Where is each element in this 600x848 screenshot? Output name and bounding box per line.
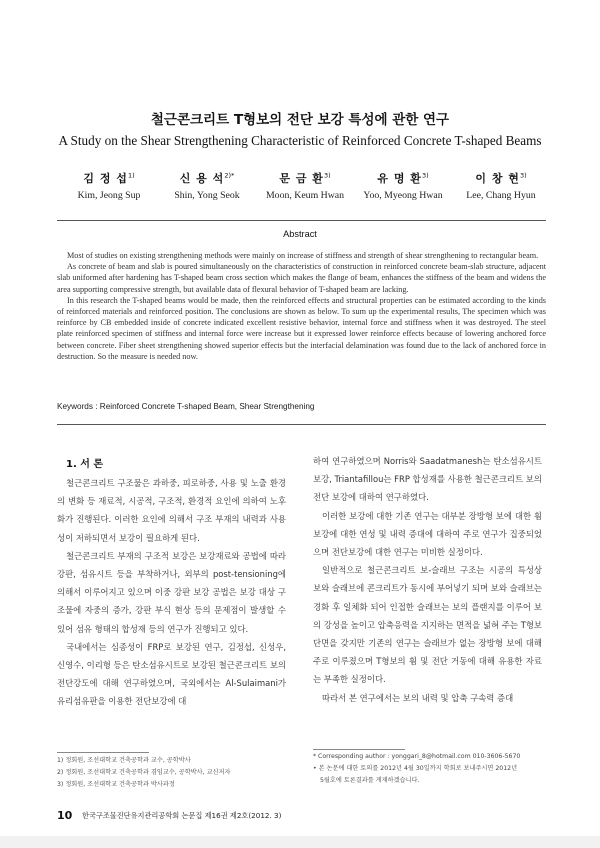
author-name-en: Moon, Keum Hwan — [265, 190, 345, 201]
footnotes-left — [57, 755, 286, 791]
right-column — [313, 452, 542, 707]
abstract-body — [57, 250, 546, 362]
footnote: * Corresponding author : yonggari_8@hotmail.com 010-3606-5670 — [313, 753, 521, 760]
abstract-paragraph: Most of studies on existing strengthening methods were mainly on increase of stiffness and strength of shear strengthening to rectangular beam. — [67, 251, 539, 260]
author-name-ko: 문 금 환 — [279, 172, 324, 185]
author-3 — [256, 170, 354, 201]
footnote: 2) 정회원, 조선대학교 건축공학과 겸임교수, 공학박사, 교신저자 — [57, 769, 231, 776]
body-paragraph: 국내에서는 심종성이 FRP로 보강된 연구, 김정섭, 신성우, 신영수, 이리형 등은 탄소섬유시트로 보강된 철근콘크리트 보의 전단강도에 대해 연구하였으며, 국외에서는 Al-Sulaimani가 유리섬유판을 이용한 전단보강에 대 — [57, 641, 286, 707]
author-2 — [158, 170, 256, 201]
footnote: 1) 정회원, 조선대학교 건축공학과 교수, 공학박사 — [57, 757, 191, 764]
author-1 — [60, 170, 158, 201]
body-paragraph: 이러한 보강에 대한 기존 연구는 대부분 장방형 보에 대한 휨 보강에 대한 연성 및 내력 증대에 대하여 주로 연구가 집중되었으며 전단보강에 대한 연구는 미비한 실정이다. — [313, 510, 542, 558]
abstract-bottom-rule — [57, 424, 546, 425]
paper-title-english: A Study on the Shear Strengthening Characteristic of Reinforced Concrete T-shaped Beams — [58, 133, 542, 148]
bottom-margin-strip — [0, 836, 600, 848]
abstract-top-rule — [57, 220, 546, 221]
author-name-en: Shin, Yong Seok — [174, 190, 240, 201]
author-4 — [354, 170, 452, 201]
author-name-ko: 유 명 환 — [377, 172, 422, 185]
author-name-en: Kim, Jeong Sup — [77, 190, 141, 201]
author-name-en: Yoo, Myeong Hwan — [363, 190, 443, 201]
body-paragraph: 하여 연구하였으며 Norris와 Saadatmanesh는 탄소섬유시트 보강, Triantafillou는 FRP 합성재를 사용한 철근콘크리트 보의 전단 보강에 대하여 연구하였다. — [313, 456, 542, 503]
abstract-heading: Abstract — [283, 229, 317, 239]
left-column — [57, 474, 286, 711]
footnote: • 본 논문에 대한 토의를 2012년 4월 30일까지 학회로 보내주시면 2012년 — [313, 765, 518, 772]
body-paragraph: 따라서 본 연구에서는 보의 내력 및 압축 구속력 증대 — [322, 692, 514, 703]
footnote-rule-right — [313, 749, 405, 750]
author-affiliation-mark: 2)* — [224, 171, 235, 180]
author-affiliation-mark: 3) — [519, 171, 527, 180]
footnote: 3) 정회원, 조선대학교 건축공학과 박사과정 — [57, 781, 175, 788]
body-paragraph: 철근콘크리트 부재의 구조적 보강은 보강재료와 공법에 따라 강판, 섬유시트 등을 부착하거나, 외부의 post-tensioning에 의해서 이루어지고 있으며 이중 강판 보강 공법은 보강 대상 구조물에 자중의 증가, 강판 부식 현상 등의 문제점이 발생할 수 있어 섬유 형태의 합성재 등의 연구가 진행되고 있다. — [57, 550, 286, 634]
author-name-en: Lee, Chang Hyun — [466, 190, 536, 201]
keywords-label: Keywords : — [57, 402, 100, 411]
page-number: 10 — [57, 809, 73, 822]
author-name-ko: 신 용 석 — [179, 172, 225, 185]
footnotes-right — [313, 751, 546, 787]
author-affiliation-mark: 1) — [127, 171, 135, 180]
author-list — [60, 170, 550, 201]
keywords-line — [57, 402, 546, 411]
author-name-ko: 이 창 현 — [475, 172, 520, 185]
section-heading: 1. 서 론 — [66, 459, 104, 470]
abstract-paragraph: In this research the T-shaped beams would be made, then the reinforced effects and structural properties can be estimated according to the kinds of reinforced materials and reinforced position. The conclusions are shown as below. To sum up the experimental results, The specimen which was reinforce by CB embedded inside of concrete indicated excellent resistive behavior, internal force and stiffness when it was destroyed. The steel plate reinforced specimen of stiffness and internal force were increase but it expressed lower reinforce effects because of lowering anchored force between concrete. Fiber sheet strengthening showed superior effects but the interfacial delamination was found due to the lack of anchored force in destruction. So the measure is needed now. — [57, 295, 546, 361]
keywords-value: Reinforced Concrete T-shaped Beam, Shear Strengthening — [99, 402, 315, 411]
author-5 — [452, 170, 550, 201]
journal-citation: 한국구조물진단유지관리공학회 논문집 제16권 제2호(2012. 3) — [82, 811, 282, 820]
body-paragraph: 일반적으로 철근콘크리트 보-슬래브 구조는 시공의 특성상 보와 슬래브에 콘크리트가 동시에 부어넣기 되며 보와 슬래브는 경화 후 일체화 되어 인접한 슬래브는 보의 플랜지를 이루어 보의 강성을 높이고 압축응력을 지지하는 면적을 넓혀 주는 T형보 단면을 갖지만 기존의 연구는 슬래브가 없는 장방형 보에 대해 주로 이루졌으며 T형보의 휨 및 전단 거동에 대해 유용한 자료는 부족한 실정이다. — [313, 565, 542, 685]
footnote-rule-left — [57, 752, 149, 753]
body-paragraph: 철근콘크리트 구조물은 과하중, 피로하중, 사용 및 노출 환경의 변화 등 재료적, 시공적, 구조적, 환경적 요인에 의하여 노후화가 진행된다. 이러한 요인에 의해서 구조 부재의 내력과 사용성이 저하되면서 보강이 필요하게 된다. — [57, 478, 286, 543]
footnote: 5월호에 토론결과를 게재하겠습니다. — [320, 777, 420, 784]
author-name-ko: 김 정 섭 — [83, 172, 128, 185]
author-affiliation-mark: 3) — [421, 171, 429, 180]
paper-title-korean: 철근콘크리트 T형보의 전단 보강 특성에 관한 연구 — [150, 112, 450, 128]
author-affiliation-mark: 3) — [323, 171, 331, 180]
abstract-paragraph: As concrete of beam and slab is poured simultaneously on the characteristics of construction in reinforced concrete beam-slab structure, adjacent slab uniformed after hardening has T-shaped beam cross section which makes the flange of beam, enhances the stiffness of the beam and widens the area supporting compressive strength, but available data of flexural behavior of T-shaped beam are lacking. — [57, 262, 546, 294]
